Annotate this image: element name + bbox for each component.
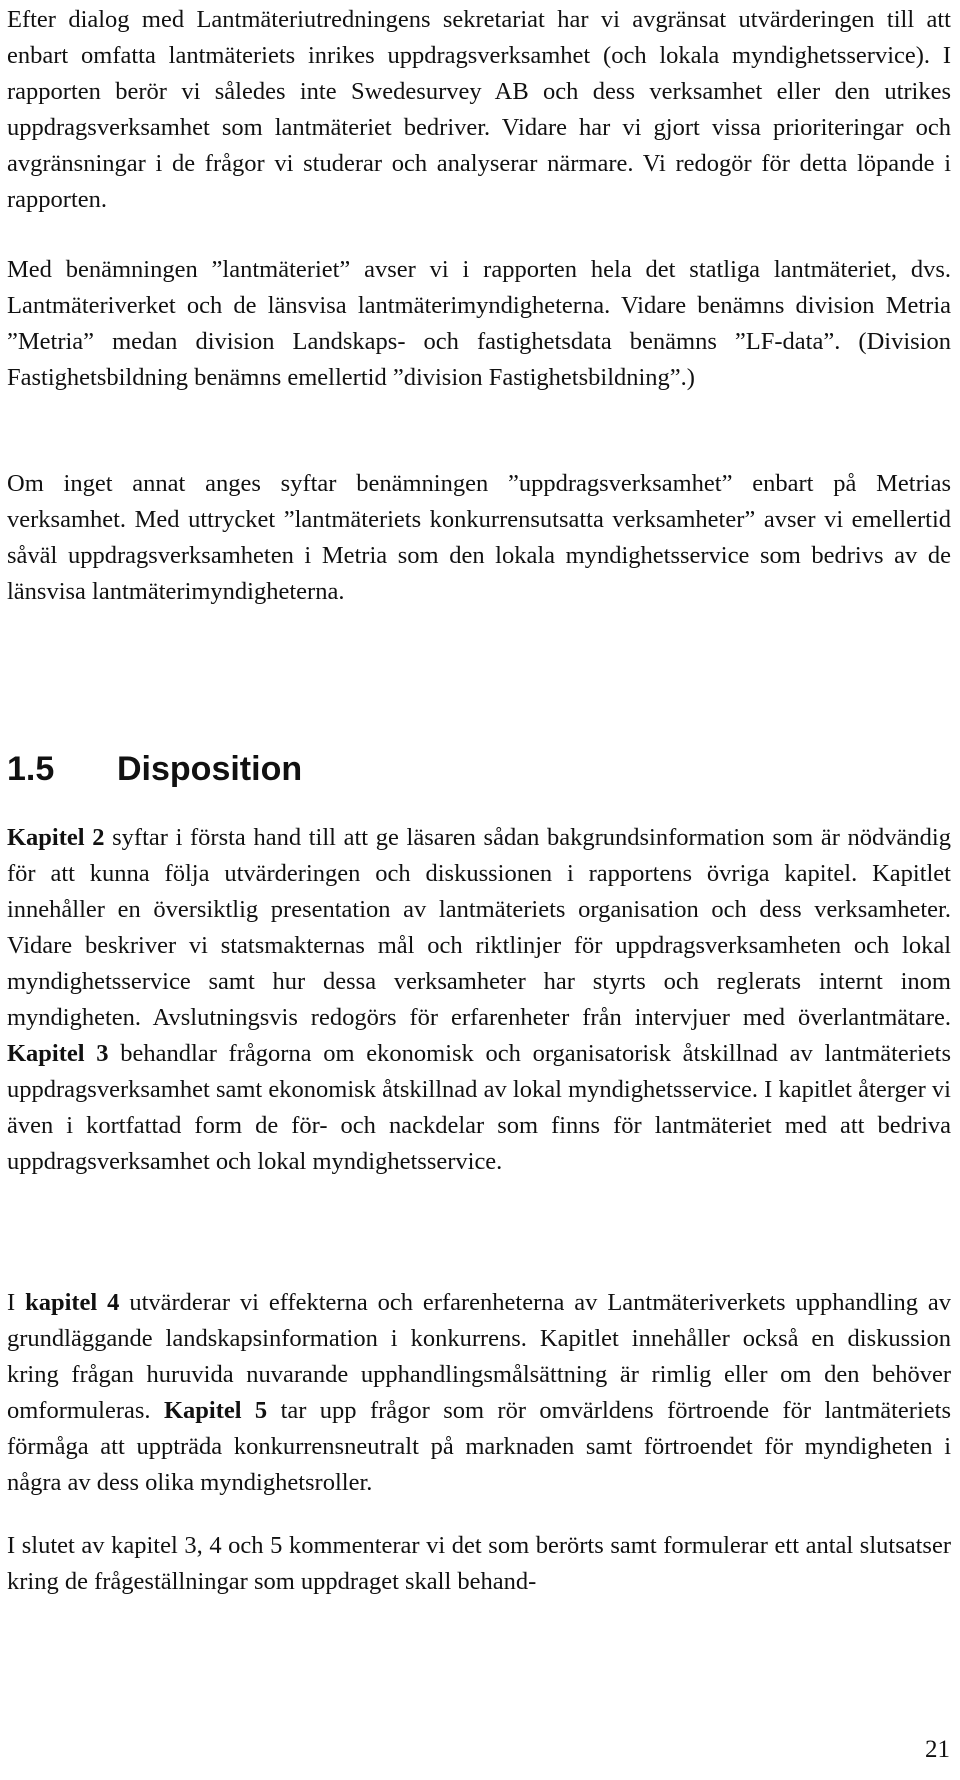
disposition-paragraph-chapters-2-3 [7, 820, 951, 1180]
chapter-4-label: kapitel 4 [25, 1289, 120, 1316]
disposition-paragraph-chapters-4-5 [7, 1285, 951, 1501]
chapter-4-text: utvärderar vi effekterna och erfarenheterna av Lantmäteriverkets upphandling av grundläggande landskapsinformation i konkurrens. Kapitlet innehåller också en diskussion kring frågan huruvida nuvarande upphandlingsmålsättning är rimlig eller om den behöver omformuleras. [7, 1289, 951, 1424]
chapter-5-text: tar upp frågor som rör omvärldens förtroende för lantmäteriets förmåga att uppträda konkurrensneutralt på marknaden samt förtroendet för myndigheten i några av dess olika myndighetsroller. [7, 1397, 951, 1496]
chapter-5-label: Kapitel 5 [163, 1397, 268, 1424]
section-title: Disposition [117, 750, 303, 788]
chapter-3-label: Kapitel 3 [7, 1040, 109, 1067]
chapter-4-prefix: I [7, 1289, 26, 1316]
chapter-2-text: syftar i första hand till att ge läsaren sådan bakgrundsinformation som är nödvändig för att kunna följa utvärderingen och diskussionen i rapportens övriga kapitel. Kapitlet innehåller en översiktlig presentation av lantmäteriets organisation och dess verksamheter. Vidare beskriver vi statsmakternas mål och riktlinjer för uppdragsverksamheten och lokal myndighetsservice samt hur dessa verksamheter har styrts och reglerats internt inom myndigheten. Avslutningsvis redogörs för erfarenheter från intervjuer med överlantmätare. [7, 824, 951, 1031]
intro-paragraph-activity: Om inget annat anges syftar benämningen ”uppdragsverksamhet” enbart på Metrias verksamhet. Med uttrycket ”lantmäteriets konkurrensutsatta verksamheter” avser vi emellertid såväl uppdragsverksamheten i Metria som den lokala myndighetsservice som bedrivs av de länsvisa lantmäterimyndigheterna. [7, 470, 951, 605]
section-heading [7, 747, 302, 791]
section-number: 1.5 [7, 750, 55, 788]
intro-paragraph-scope: Efter dialog med Lantmäteriutredningens sekretariat har vi avgränsat utvärderingen till att enbart omfatta lantmäteriets inrikes uppdragsverksamhet (och lokala myndighetsservice). I rapporten berör vi således inte Swedesurvey AB och dess verksamhet eller den utrikes uppdragsverksamhet som lantmäteriet bedriver. Vidare har vi gjort vissa prioriteringar och avgränsningar i de frågor vi studerar och analyserar närmare. Vi redogör för detta löpande i rapporten. [7, 6, 951, 213]
chapter-3-text: behandlar frågorna om ekonomisk och organisatorisk åtskillnad av lantmäteriets uppdragsverksamhet samt ekonomisk åtskillnad av lokal myndighetsservice. I kapitlet återger vi även i kortfattad form de för- och nackdelar som finns för lantmäteriet med att bedriva uppdragsverksamhet och lokal myndighetsservice. [7, 1040, 951, 1175]
intro-paragraph-terminology: Med benämningen ”lantmäteriet” avser vi i rapporten hela det statliga lantmäteriet, dvs. Lantmäteriverket och de länsvisa lantmäterimyndigheterna. Vidare benämns division Metria ”Metria” medan division Landskaps- och fastighetsdata benämns ”LF-data”. (Division Fastighetsbildning benämns emellertid ”division Fastighetsbildning”.) [7, 256, 951, 391]
chapter-2-label: Kapitel 2 [7, 824, 105, 851]
disposition-paragraph-conclusions: I slutet av kapitel 3, 4 och 5 kommenterar vi det som berörts samt formulerar ett antal slutsatser kring de frågeställningar som uppdraget skall behand- [7, 1532, 951, 1595]
page-number: 21 [925, 1736, 950, 1763]
